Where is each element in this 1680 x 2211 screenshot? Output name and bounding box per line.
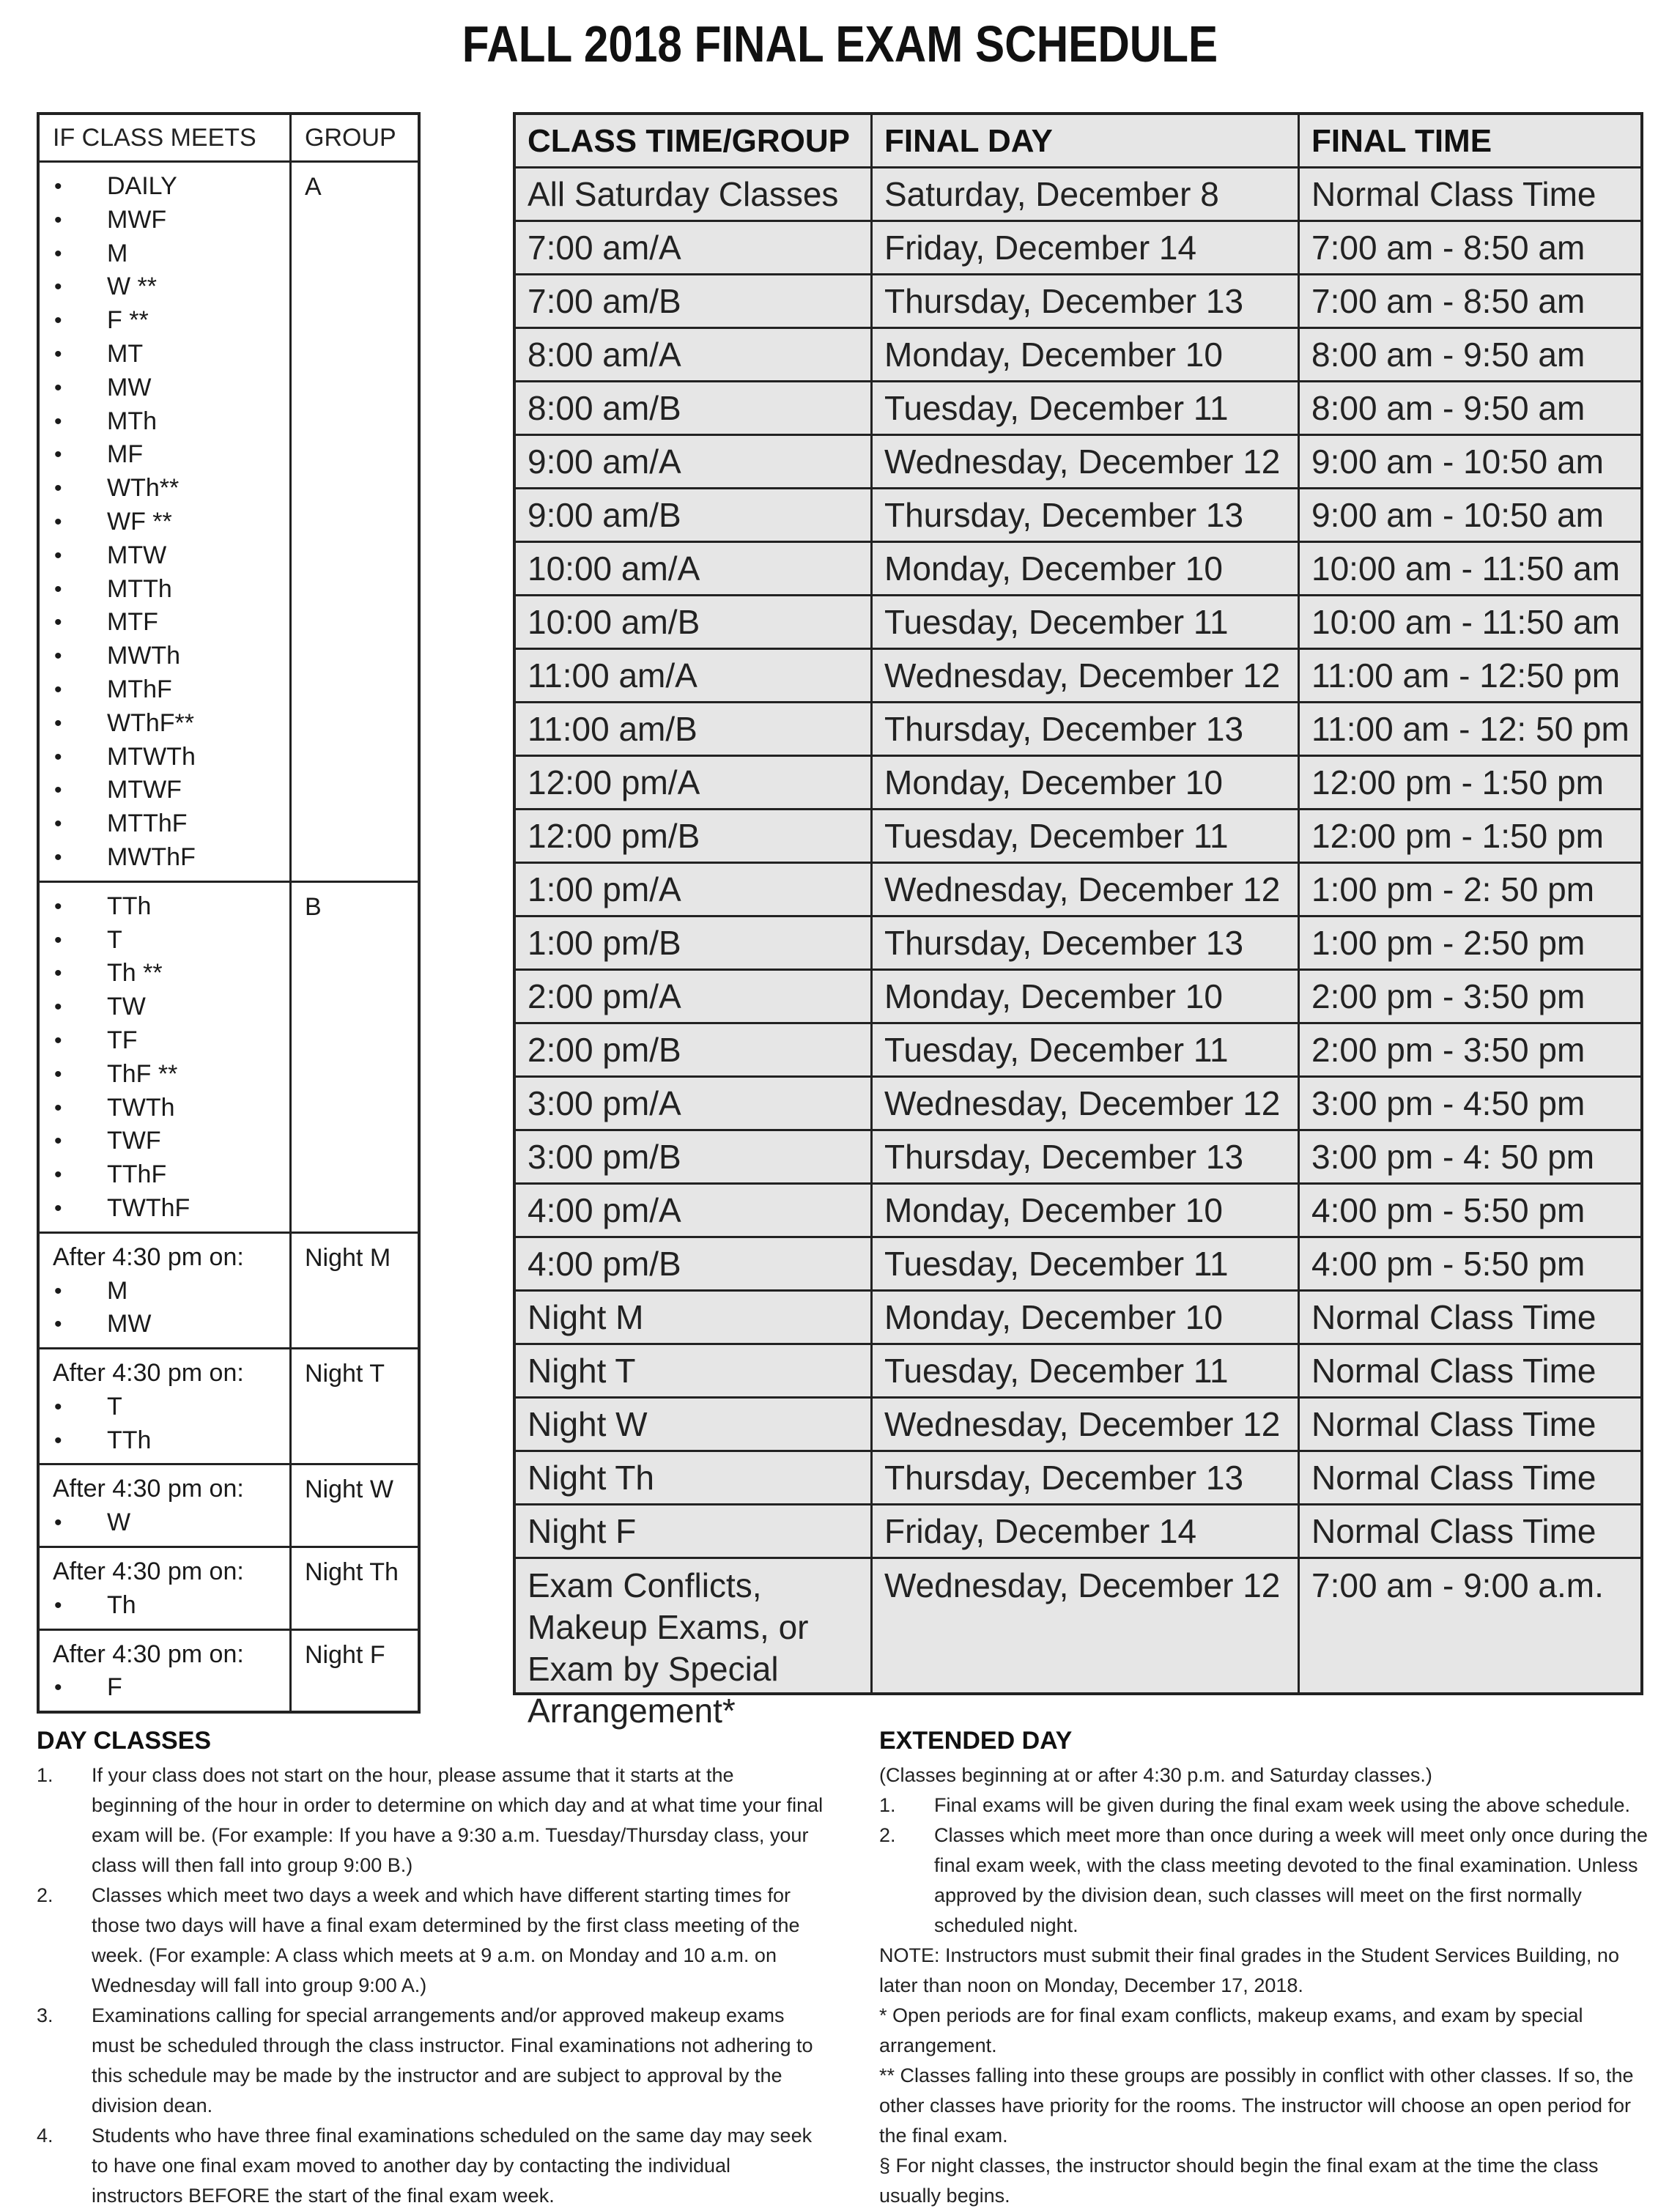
day-classes-section	[37, 1725, 824, 2211]
final-day-cell: Monday, December 10	[873, 1185, 1300, 1236]
schedule-row	[516, 1024, 1640, 1078]
day-classes-heading: DAY CLASSES	[37, 1727, 212, 1755]
bullet-icon: •	[54, 961, 62, 986]
schedule-row	[516, 1131, 1640, 1185]
meeting-day-item	[53, 573, 289, 607]
class-time-group-cell: 9:00 am/B	[516, 489, 873, 541]
bullet-icon: •	[54, 509, 62, 534]
header-final-time: FINAL TIME	[1311, 123, 1492, 159]
class-time-group-cell: 10:00 am/A	[516, 543, 873, 594]
meeting-day-item	[53, 405, 289, 439]
meeting-day-label: WF **	[107, 507, 172, 536]
schedule-row	[516, 1078, 1640, 1131]
schedule-row	[516, 436, 1640, 489]
meeting-day-label: MThF	[107, 675, 172, 703]
final-day-cell: Tuesday, December 11	[873, 1345, 1300, 1396]
bullet-icon: •	[54, 308, 62, 333]
schedule-row	[516, 168, 1640, 222]
meeting-day-label: MF	[107, 440, 144, 469]
extended-day-list	[879, 1790, 1648, 1941]
final-day-cell: Tuesday, December 11	[873, 382, 1300, 434]
group-row	[40, 883, 418, 1234]
meeting-day-label: ThF **	[107, 1059, 178, 1088]
bullet-icon: •	[54, 744, 62, 769]
class-time-group-cell: All Saturday Classes	[516, 168, 873, 220]
final-day-cell: Wednesday, December 12	[873, 1399, 1300, 1450]
schedule-row	[516, 703, 1640, 757]
bullet-icon: •	[54, 1511, 62, 1536]
numbered-note	[37, 2001, 824, 2121]
schedule-row	[516, 1559, 1640, 1730]
note-number: 1.	[879, 1794, 896, 1816]
note-number: 2.	[879, 1824, 896, 1846]
final-time-cell: 2:00 pm - 3:50 pm	[1311, 977, 1585, 1015]
meeting-days-cell	[40, 1631, 292, 1711]
final-time-cell: 10:00 am - 11:50 am	[1311, 603, 1621, 641]
meeting-day-label: DAILY	[107, 172, 177, 200]
schedule-row	[516, 543, 1640, 596]
numbered-note	[879, 1790, 1648, 1821]
final-time-cell: 3:00 pm - 4: 50 pm	[1311, 1138, 1595, 1176]
final-time-cell: 2:00 pm - 3:50 pm	[1311, 1031, 1585, 1069]
final-time-cell: Normal Class Time	[1311, 1405, 1596, 1443]
note-text: Classes which meet more than once during a week will meet only once during the final exam week, with the class meeting devoted to the final examination. Unless approved by the division dean, such classes will meet on the first normally scheduled night.	[934, 1824, 1648, 1936]
group-cell: Night T	[305, 1360, 385, 1388]
class-time-group-cell: 10:00 am/B	[516, 596, 873, 648]
final-time-cell: Normal Class Time	[1311, 1512, 1596, 1550]
final-day-cell: Wednesday, December 12	[873, 1559, 1300, 1692]
final-day-cell: Wednesday, December 12	[873, 1078, 1300, 1129]
final-time-cell: Normal Class Time	[1311, 1298, 1596, 1336]
meeting-day-label: MTW	[107, 541, 167, 569]
group-cell: Night F	[305, 1640, 385, 1669]
final-day-cell: Wednesday, December 12	[873, 436, 1300, 487]
final-time-cell: 3:00 pm - 4:50 pm	[1311, 1084, 1585, 1122]
numbered-note	[37, 1760, 824, 1881]
meeting-day-label: Th **	[107, 959, 163, 988]
bullet-icon: •	[54, 341, 62, 366]
extended-day-heading: EXTENDED DAY	[879, 1727, 1073, 1755]
after-time-label: After 4:30 pm on:	[53, 1475, 244, 1503]
bullet-icon: •	[54, 644, 62, 669]
meeting-day-item	[53, 338, 289, 371]
meeting-days-cell	[40, 163, 292, 881]
meeting-day-label: MWTh	[107, 642, 181, 670]
note-text: Final exams will be given during the final exam week using the above schedule.	[934, 1794, 1631, 1816]
exam-schedule-table	[513, 112, 1643, 1730]
class-time-group-cell: 4:00 pm/B	[516, 1238, 873, 1289]
final-time-cell: 7:00 am - 8:50 am	[1311, 282, 1585, 320]
meeting-day-label: MTTh	[107, 574, 172, 603]
note-text: Classes which meet two days a week and which have different starting times for those two days will have a final exam determined by the first class meeting of the week. (For example: A class which meets at 9 a.m. on Monday and 10 a.m. on Wednesday will fall into group 9:00 A.)	[92, 1884, 800, 1996]
meeting-day-label: MT	[107, 339, 144, 368]
bullet-icon: •	[54, 1129, 62, 1154]
header-final-day: FINAL DAY	[873, 115, 1300, 166]
meeting-day-item	[53, 438, 289, 472]
meeting-day-item	[53, 1092, 289, 1125]
meeting-day-item	[53, 807, 289, 841]
meeting-days-cell	[40, 1548, 292, 1629]
final-time-cell: Normal Class Time	[1311, 175, 1596, 213]
meeting-day-label: MTWF	[107, 776, 182, 804]
meeting-day-item	[53, 990, 289, 1024]
header-group: GROUP	[305, 124, 396, 152]
final-time-cell: 11:00 am - 12:50 pm	[1311, 656, 1621, 695]
final-day-cell: Tuesday, December 11	[873, 810, 1300, 862]
numbered-note	[37, 1881, 824, 2001]
header-class-time-group: CLASS TIME/GROUP	[516, 115, 873, 166]
class-time-group-cell: 1:00 pm/A	[516, 864, 873, 915]
meeting-day-item	[53, 1125, 289, 1158]
meeting-day-label: MTWTh	[107, 742, 196, 771]
class-time-group-cell: 9:00 am/A	[516, 436, 873, 487]
meeting-day-item	[53, 957, 289, 990]
note-text: If your class does not start on the hour, please assume that it starts at the beginning of the hour in order to determine on which day and at what time your final exam will be. (For example: If you have a 9:30 a.m. Tuesday/Thursday class, your class will then fall into group 9:00 B.)	[92, 1764, 824, 1876]
final-time-cell: 7:00 am - 8:50 am	[1311, 229, 1585, 267]
meeting-day-item	[53, 1589, 289, 1623]
class-time-group-cell: 12:00 pm/B	[516, 810, 873, 862]
final-day-cell: Monday, December 10	[873, 543, 1300, 594]
group-lookup-table	[37, 112, 421, 1714]
final-time-cell: 1:00 pm - 2: 50 pm	[1311, 870, 1595, 908]
final-day-cell: Tuesday, December 11	[873, 1238, 1300, 1289]
after-time-label: After 4:30 pm on:	[53, 1558, 244, 1586]
footnote-text: NOTE: Instructors must submit their final grades in the Student Services Building, no later than noon on Monday, December 17, 2018.	[879, 1944, 1619, 1996]
bullet-icon: •	[54, 677, 62, 702]
final-day-cell: Monday, December 10	[873, 329, 1300, 380]
group-cell: Night Th	[305, 1558, 399, 1587]
bullet-icon: •	[54, 995, 62, 1020]
final-day-cell: Friday, December 14	[873, 222, 1300, 273]
bullet-icon: •	[54, 1028, 62, 1053]
class-time-group-cell: 4:00 pm/A	[516, 1185, 873, 1236]
final-day-cell: Tuesday, December 11	[873, 1024, 1300, 1075]
note-number: 3.	[37, 2004, 53, 2026]
meeting-day-label: WTh**	[107, 474, 180, 503]
final-day-cell: Saturday, December 8	[873, 168, 1300, 220]
class-time-group-cell: 11:00 am/B	[516, 703, 873, 755]
schedule-row	[516, 1506, 1640, 1559]
bullet-icon: •	[54, 1675, 62, 1700]
bullet-icon: •	[54, 812, 62, 837]
meeting-day-label: TTh	[107, 892, 152, 920]
bullet-icon: •	[54, 275, 62, 300]
footnote-text: * Open periods are for final exam conflicts, makeup exams, and exam by special arrangement.	[879, 2004, 1583, 2056]
meeting-day-label: MW	[107, 1310, 152, 1338]
meeting-day-item	[53, 1192, 289, 1226]
final-day-cell: Monday, December 10	[873, 757, 1300, 808]
meeting-day-item	[53, 371, 289, 405]
meeting-day-item	[53, 890, 289, 924]
note-number: 4.	[37, 2125, 53, 2147]
meeting-day-label: TThF	[107, 1160, 167, 1189]
note-number: 2.	[37, 1884, 53, 1906]
extended-day-notes	[879, 1941, 1648, 2211]
meeting-day-item	[53, 204, 289, 237]
schedule-row	[516, 757, 1640, 810]
final-day-cell: Thursday, December 13	[873, 1131, 1300, 1182]
bullet-icon: •	[54, 1394, 62, 1419]
group-table-body	[40, 163, 418, 1711]
final-time-cell: 7:00 am - 9:00 a.m.	[1311, 1566, 1604, 1604]
group-cell: Night M	[305, 1243, 391, 1272]
class-time-group-cell: 7:00 am/B	[516, 275, 873, 327]
group-row	[40, 163, 418, 883]
meeting-day-label: M	[107, 239, 128, 267]
final-day-cell: Thursday, December 13	[873, 275, 1300, 327]
meeting-day-label: MTThF	[107, 810, 188, 838]
schedule-row	[516, 917, 1640, 971]
meeting-days-cell	[40, 1465, 292, 1546]
bullet-icon: •	[54, 927, 62, 952]
final-time-cell: 10:00 am - 11:50 am	[1311, 549, 1621, 588]
final-day-cell: Friday, December 14	[873, 1506, 1300, 1557]
bullet-icon: •	[54, 543, 62, 568]
meeting-day-item	[53, 924, 289, 958]
after-time-label: After 4:30 pm on:	[53, 1359, 244, 1388]
footnote-text: § For night classes, the instructor should begin the final exam at the time the class usually begins.	[879, 2155, 1599, 2207]
bullet-icon: •	[54, 845, 62, 870]
meeting-day-item	[53, 1158, 289, 1192]
final-day-cell: Monday, December 10	[873, 971, 1300, 1022]
extended-day-intro: (Classes beginning at or after 4:30 p.m. and Saturday classes.)	[879, 1764, 1432, 1786]
final-day-cell: Thursday, December 13	[873, 917, 1300, 969]
final-day-cell: Wednesday, December 12	[873, 864, 1300, 915]
schedule-row	[516, 596, 1640, 650]
schedule-row	[516, 1292, 1640, 1345]
class-time-group-cell: Night M	[516, 1292, 873, 1343]
bullet-icon: •	[54, 778, 62, 803]
group-cell: B	[305, 892, 322, 921]
final-time-cell: Normal Class Time	[1311, 1459, 1596, 1497]
bullet-icon: •	[54, 1095, 62, 1120]
class-time-group-cell: 8:00 am/A	[516, 329, 873, 380]
meeting-day-item	[53, 1308, 289, 1341]
group-row	[40, 1234, 418, 1349]
meeting-days-cell	[40, 1234, 292, 1347]
schedule-row	[516, 275, 1640, 329]
meeting-day-label: TWF	[107, 1127, 161, 1155]
meeting-day-label: F	[107, 1673, 122, 1702]
schedule-row	[516, 1452, 1640, 1506]
bullet-icon: •	[54, 1428, 62, 1453]
bullet-icon: •	[54, 207, 62, 232]
meeting-day-item	[53, 1424, 289, 1458]
meeting-day-item	[53, 472, 289, 505]
bullet-icon: •	[54, 476, 62, 501]
class-time-group-cell: 7:00 am/A	[516, 222, 873, 273]
bullet-icon: •	[54, 711, 62, 736]
class-time-group-cell: Night T	[516, 1345, 873, 1396]
final-time-cell: 9:00 am - 10:50 am	[1311, 496, 1604, 534]
meeting-day-item	[53, 1671, 289, 1705]
class-time-group-cell: 3:00 pm/B	[516, 1131, 873, 1182]
footnote-text: ** Classes falling into these groups are possibly in conflict with other classes. If so, the other classes have priority for the rooms. The instructor will choose an open period for the final exam.	[879, 2064, 1634, 2147]
class-time-group-cell: 12:00 pm/A	[516, 757, 873, 808]
class-time-group-cell: 1:00 pm/B	[516, 917, 873, 969]
final-day-cell: Thursday, December 13	[873, 1452, 1300, 1503]
meeting-day-label: MWThF	[107, 842, 196, 871]
bullet-icon: •	[54, 409, 62, 434]
final-day-cell: Thursday, December 13	[873, 703, 1300, 755]
group-row	[40, 1548, 418, 1631]
group-cell: A	[305, 173, 322, 201]
schedule-table-header	[516, 115, 1640, 168]
schedule-row	[516, 810, 1640, 864]
class-time-group-cell: 11:00 am/A	[516, 650, 873, 701]
final-day-cell: Tuesday, December 11	[873, 596, 1300, 648]
meeting-day-label: W	[107, 1508, 131, 1537]
meeting-day-label: TW	[107, 993, 146, 1021]
bullet-icon: •	[54, 610, 62, 635]
meeting-day-item	[53, 673, 289, 707]
meeting-day-item	[53, 640, 289, 673]
meeting-day-item	[53, 505, 289, 539]
group-row	[40, 1349, 418, 1465]
bullet-icon: •	[54, 1312, 62, 1337]
meeting-day-label: T	[107, 925, 122, 954]
group-row	[40, 1465, 418, 1548]
meeting-day-label: TF	[107, 1026, 138, 1054]
schedule-row	[516, 489, 1640, 543]
group-cell: Night W	[305, 1475, 393, 1504]
meeting-day-label: MTh	[107, 407, 157, 435]
meeting-day-item	[53, 841, 289, 875]
final-day-cell: Monday, December 10	[873, 1292, 1300, 1343]
final-time-cell: 8:00 am - 9:50 am	[1311, 336, 1585, 374]
meeting-day-item	[53, 270, 289, 304]
group-table-header	[40, 115, 418, 163]
meeting-day-label: MW	[107, 373, 152, 401]
bullet-icon: •	[54, 1196, 62, 1221]
final-day-cell: Wednesday, December 12	[873, 650, 1300, 701]
group-row	[40, 1631, 418, 1711]
final-time-cell: 11:00 am - 12: 50 pm	[1311, 710, 1629, 748]
meeting-day-label: Th	[107, 1590, 136, 1619]
meeting-days-cell	[40, 1349, 292, 1463]
schedule-row	[516, 382, 1640, 436]
bullet-icon: •	[54, 1163, 62, 1188]
schedule-row	[516, 1399, 1640, 1452]
meeting-day-label: TWThF	[107, 1193, 190, 1222]
final-day-cell: Thursday, December 13	[873, 489, 1300, 541]
meeting-day-item	[53, 1506, 289, 1540]
bullet-icon: •	[54, 1278, 62, 1303]
final-time-cell: 12:00 pm - 1:50 pm	[1311, 763, 1604, 801]
final-time-cell: 8:00 am - 9:50 am	[1311, 389, 1585, 427]
note-text: Examinations calling for special arrangements and/or approved makeup exams must be scheduled through the class instructor. Final examinations not adhering to this schedule may be made by the instructor and are subject to approval by the division dean.	[92, 2004, 813, 2116]
numbered-note	[879, 1821, 1648, 1941]
schedule-row	[516, 971, 1640, 1024]
class-time-group-cell: 2:00 pm/B	[516, 1024, 873, 1075]
final-time-cell: 1:00 pm - 2:50 pm	[1311, 924, 1585, 962]
schedule-row	[516, 329, 1640, 382]
numbered-note	[37, 2121, 824, 2211]
meeting-day-label: WThF**	[107, 708, 194, 737]
meeting-day-item	[53, 1390, 289, 1424]
bullet-icon: •	[54, 241, 62, 266]
day-classes-list	[37, 1760, 824, 2211]
meeting-day-label: MWF	[107, 205, 167, 234]
schedule-row	[516, 1185, 1640, 1238]
class-time-group-cell: 3:00 pm/A	[516, 1078, 873, 1129]
class-time-group-cell: 2:00 pm/A	[516, 971, 873, 1022]
schedule-row	[516, 222, 1640, 275]
after-time-label: After 4:30 pm on:	[53, 1242, 244, 1271]
meeting-day-label: T	[107, 1392, 122, 1421]
bullet-icon: •	[54, 442, 62, 467]
page-title: FALL 2018 FINAL EXAM SCHEDULE	[462, 15, 1218, 73]
final-time-cell: 12:00 pm - 1:50 pm	[1311, 817, 1604, 855]
bullet-icon: •	[54, 1593, 62, 1618]
final-time-cell: 4:00 pm - 5:50 pm	[1311, 1245, 1585, 1283]
header-if-class-meets: IF CLASS MEETS	[40, 115, 292, 160]
final-time-cell: 9:00 am - 10:50 am	[1311, 442, 1604, 481]
bullet-icon: •	[54, 375, 62, 400]
meeting-day-item	[53, 304, 289, 338]
class-time-group-cell: Night Th	[516, 1452, 873, 1503]
note-text: Students who have three final examinations scheduled on the same day may seek to have one final exam moved to another day by contacting the individual instructors BEFORE the start of the final exam week.	[92, 2125, 813, 2207]
meeting-day-item	[53, 606, 289, 640]
meeting-days-cell	[40, 883, 292, 1232]
meeting-day-item	[53, 170, 289, 204]
class-time-group-cell: 8:00 am/B	[516, 382, 873, 434]
meeting-day-label: W **	[107, 273, 157, 301]
meeting-day-item	[53, 741, 289, 774]
after-time-label: After 4:30 pm on:	[53, 1640, 244, 1668]
schedule-row	[516, 864, 1640, 917]
extended-day-section	[879, 1725, 1648, 2211]
meeting-day-item	[53, 707, 289, 741]
meeting-day-item	[53, 1275, 289, 1308]
bullet-icon: •	[54, 1062, 62, 1086]
meeting-day-label: TWTh	[107, 1093, 175, 1122]
schedule-row	[516, 1345, 1640, 1399]
final-time-cell: Normal Class Time	[1311, 1352, 1596, 1390]
final-time-cell: 4:00 pm - 5:50 pm	[1311, 1191, 1585, 1229]
meeting-day-item	[53, 539, 289, 573]
schedule-row	[516, 1238, 1640, 1292]
class-time-group-cell: Night W	[516, 1399, 873, 1450]
meeting-day-item	[53, 774, 289, 807]
meeting-day-label: M	[107, 1276, 128, 1305]
meeting-day-item	[53, 1024, 289, 1058]
meeting-day-label: MTF	[107, 608, 158, 637]
class-time-group-cell: Night F	[516, 1506, 873, 1557]
class-time-group-cell: Exam Conflicts, Makeup Exams, or Exam by Special Arrangement*	[516, 1559, 873, 1692]
schedule-table-body	[516, 168, 1640, 1730]
schedule-row	[516, 650, 1640, 703]
note-number: 1.	[37, 1764, 53, 1786]
bullet-icon: •	[54, 894, 62, 919]
bullet-icon: •	[54, 174, 62, 199]
bullet-icon: •	[54, 577, 62, 601]
meeting-day-item	[53, 237, 289, 271]
meeting-day-label: F **	[107, 306, 149, 335]
meeting-day-label: TTh	[107, 1426, 152, 1454]
meeting-day-item	[53, 1058, 289, 1092]
